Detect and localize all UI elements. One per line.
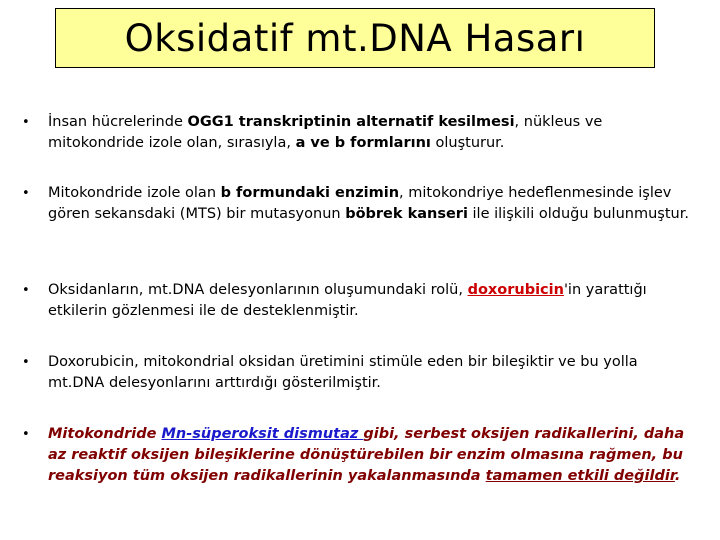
bullet-item-3 — [22, 280, 698, 322]
bullet-dot: • — [22, 427, 30, 442]
text-bold: b formundaki enzimin — [220, 185, 400, 201]
bullet-item-5 — [22, 424, 698, 487]
text: oluşturur. — [430, 135, 505, 151]
text: Mitokondride izole olan — [48, 185, 221, 201]
text: , mitokondriye hedeflenmesinde işlev gören sekansdaki (MTS) bir mutasyonun — [48, 185, 672, 222]
text: İnsan hücrelerinde — [48, 114, 188, 130]
text: Mitokondride — [48, 426, 162, 442]
text: . — [674, 468, 681, 484]
text-link-blue: Mn-süperoksit dismutaz — [161, 426, 364, 442]
text: 'in yarattığı etkilerin gözlenmesi ile de desteklenmiştir. — [48, 282, 647, 319]
bullet-item-2 — [22, 183, 698, 225]
bullet-item-4 — [22, 352, 698, 394]
text-bold: a ve b formlarını — [295, 135, 431, 151]
text-highlight-red: doxorubicin — [467, 282, 564, 298]
bullet-dot: • — [22, 115, 30, 130]
text-bold: OGG1 transkriptinin alternatif kesilmesi — [187, 114, 515, 130]
text-bold: böbrek kanseri — [345, 206, 468, 222]
bullet-dot: • — [22, 283, 30, 298]
bullet-item-1 — [22, 112, 698, 154]
text: Doxorubicin, mitokondrial oksidan üretimini stimüle eden bir bileşiktir ve bu yolla mt.DNA delesyonlarını arttırdığı gösterilmiştir. — [48, 354, 638, 391]
bullet-dot: • — [22, 186, 30, 201]
text: , nükleus ve mitokondride izole olan, sırasıyla, — [48, 114, 603, 151]
bullet-dot: • — [22, 355, 30, 370]
text: gibi, serbest oksijen radikallerini, daha az reaktif oksijen bileşiklerine dönüştürebilen bir enzim olmasına rağmen, bu reaksiyon tüm oksijen radikallerinin yakalanmasında — [48, 426, 685, 484]
text-underline: tamamen etkili değildir — [485, 468, 675, 484]
title-box — [55, 8, 655, 68]
text: Oksidanların, mt.DNA delesyonlarının oluşumundaki rolü, — [48, 282, 468, 298]
slide-title: Oksidatif mt.DNA Hasarı — [124, 16, 586, 60]
text: ile ilişkili olduğu bulunmuştur. — [467, 206, 689, 222]
